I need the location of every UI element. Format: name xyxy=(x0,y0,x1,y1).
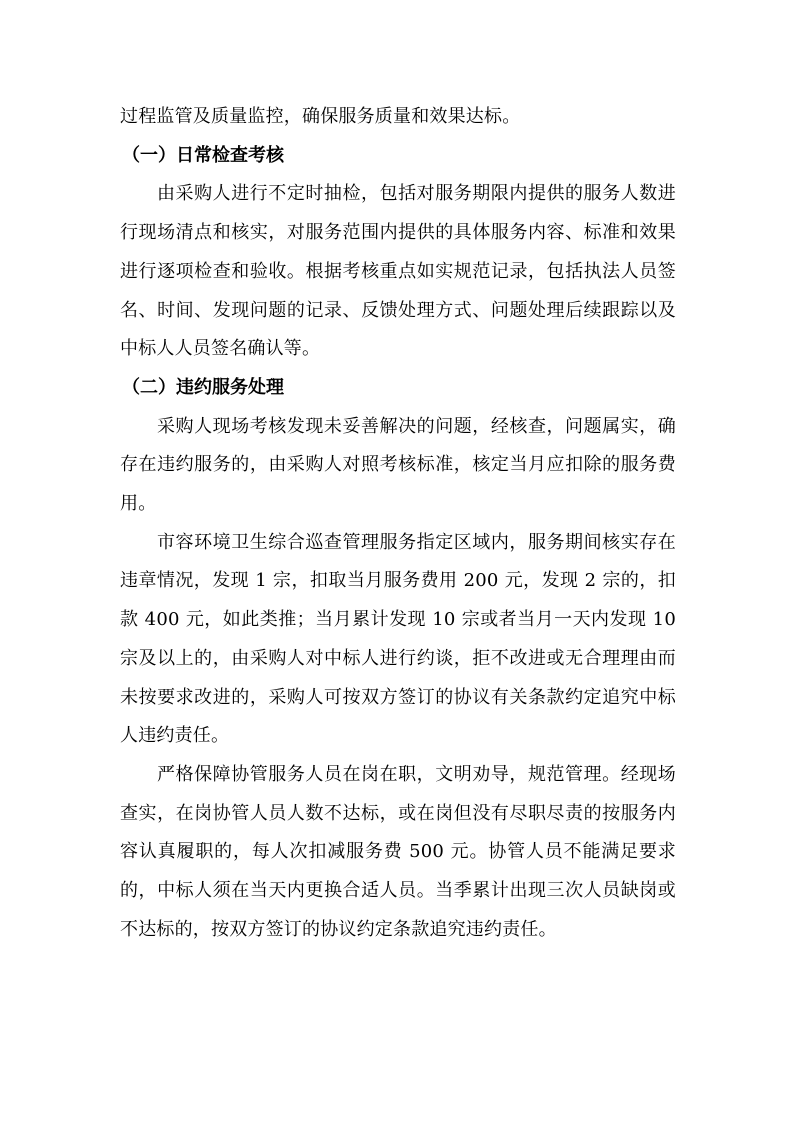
paragraph-breach-deduction: 采购人现场考核发现未妥善解决的问题，经核查，问题属实，确存在违约服务的，由采购人对照考核标准，核定当月应扣除的服务费用。 xyxy=(120,415,676,515)
paragraph-daily-inspection: 由采购人进行不定时抽检，包括对服务期限内提供的服务人数进行现场清点和核实，对服务范围内提供的具体服务内容、标准和效果进行逐项检查和验收。根据考核重点如实规范记录，包括执法人员签名、时间、发现问题的记录、反馈处理方式、问题处理后续跟踪以及中标人人员签名确认等。 xyxy=(120,183,676,360)
section-heading-breach-handling: （二）违约服务处理 xyxy=(122,376,284,398)
paragraph-staffing-penalty: 严格保障协管服务人员在岗在职，文明劝导，规范管理。经现场查实，在岗协管人员人数不达标，或在岗但没有尽职尽责的按服务内容认真履职的，每人次扣减服务费 500 元。协管人员不能满足要求的，中标人须在当天内更换合适人员。当季累计出现三次人员缺岗或不达标的，按双方签订的协议约定条款追究违约责任。 xyxy=(120,763,676,940)
document-body xyxy=(120,98,676,949)
section-heading-daily-inspection: （一）日常检查考核 xyxy=(122,144,284,166)
paragraph-violation-penalty: 市容环境卫生综合巡查管理服务指定区域内，服务期间核实存在违章情况，发现 1 宗，扣取当月服务费用 200 元，发现 2 宗的，扣款 400 元，如此类推；当月累计发现 10 宗或者当月一天内发现 10 宗及以上的，由采购人对中标人进行约谈，拒不改进或无合理理由而未按要求改进的，采购人可按双方签订的协议有关条款约定追究中标人违约责任。 xyxy=(120,531,676,747)
paragraph-continuation: 过程监管及质量监控，确保服务质量和效果达标。 xyxy=(120,106,521,127)
